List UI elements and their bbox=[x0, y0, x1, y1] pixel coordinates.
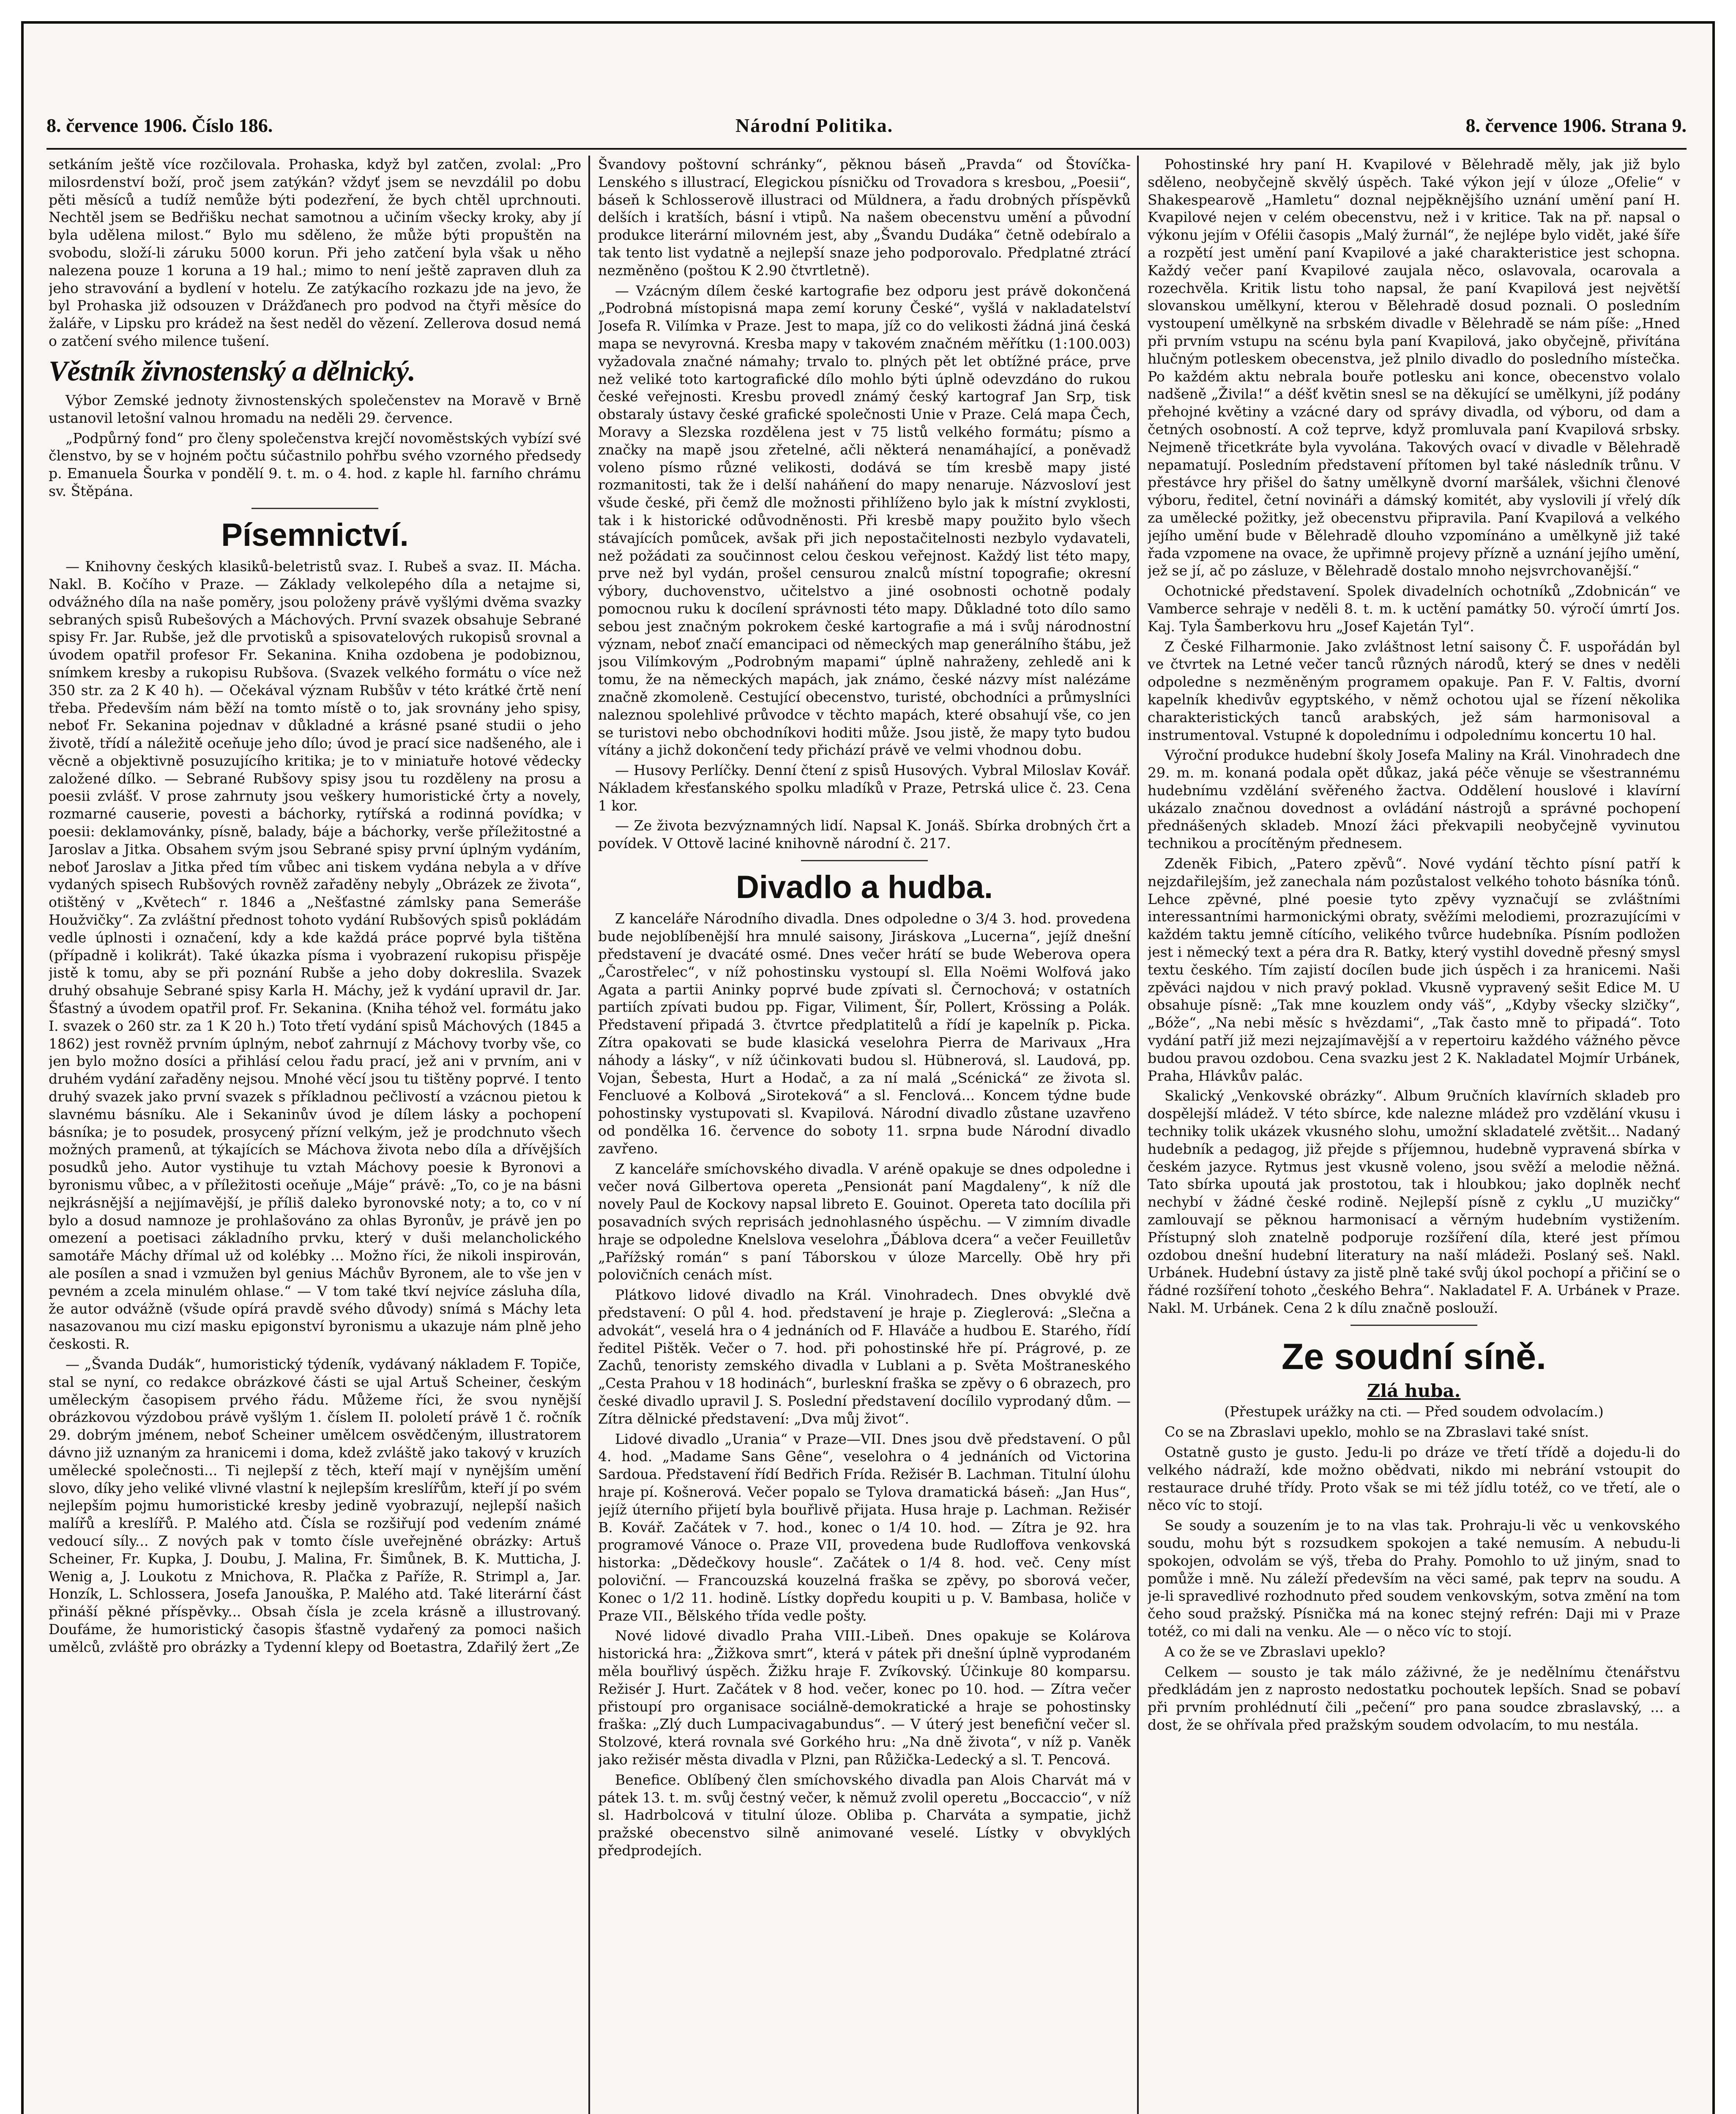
music-paragraph: Skalický „Venkovské obrázky“. Album 9ručních klavírních skladeb pro dospělejší mládež. V této sbírce, kde nalezne mládež pro vzdělání vkusu i techniky tolik ukázek vkusného slohu, umožní skladatelé zvětšit... Nadaný hudebník a pedagog, již přejde s příjemnou, hudebně vypravená sbírka v českém jazyce. Rytmus jest vkusně voleno, jsou svěží a melodie něžná. Tato sbírka upoutá jak prostotou, tak i hloubkou; jako doplněk nechť nechybí v žádné české rodině. Nejlepší písně z cyklu „U muzičky“ zamlouvají se pěknou harmonisací a věrným hudebním vystižením. Přístupný sloh znatelně podporuje rozšíření díla, které jest přímou ozdobou dnešní hudební literatury na naší mládeži. Poslaný seš. Nakl. Urbánek. Hudební ústavy za jistě plně také svůj úkol pochopí a přičiní se o řádné rozšíření tohoto „českého Behra“. Nakladatel F. A. Urbánek v Praze. Nakl. M. Urbánek. Cena 2 k dílu značně poslouží. bbox=[1148, 1087, 1680, 1316]
theatre-paragraph: Plátkovo lidové divadlo na Král. Vinohradech. Dnes obvyklé dvě představení: O půl 4. hod. představení je hraje p. Zieglerová: „Slečna a advokát“, veselá hra o 4 jednáních od F. Hlaváče a hudbou E. Starého, řídí ředitel Pištěk. Večer o 7. hod. při pohostinské hře pí. Prágrové, p. ze Zachů, tenoristy zemského divadla v Lublani a p. Světa Moštraneského „Cesta Prahou v 18 hodinách“, burleskní fraška se zpěvy o 6 obrazech, pro české divadlo upravil J. S. Poslední představení docílilo vyprodaný dům. — Zítra dělnické představení: „Dva můj život“. bbox=[598, 1287, 1131, 1427]
column-1 bbox=[49, 156, 581, 2114]
theatre-paragraph: Nové lidové divadlo Praha VIII.-Libeň. Dnes opakuje se Kolárova historická hra: „Žižkova smrt“, která v pátek při dnešní úplně vyprodaném měla bouřlivý úspěch. Žižku hraje F. Zvíkovský. Účinkuje 80 komparsu. Režisér J. Hurt. Začátek v 8 hod. večer, konec po 10. hod. — Zítra večer přistoupí pro organisace sociálně-demokratické a hraje se pohostinsky fraška: „Zlý duch Lumpacivagabundus“. — V úterý jest benefiční večer sl. Stolzové, která rovnala své Gorkého hru: „Na dně života“, v níž p. Vaněk jako režisér města divadla v Plzni, pan Růžička-Ledecký a sl. T. Pencová. bbox=[598, 1627, 1131, 1768]
section-divider bbox=[252, 508, 378, 509]
article-title-zla-huba: Zlá huba. bbox=[1367, 1380, 1461, 1401]
column-rule bbox=[1137, 156, 1139, 2114]
music-paragraph: Z České Filharmonie. Jako zvláštnost letní saisony Č. F. uspořádán byl ve čtvrtek na Letné večer tanců různých národů, který se dnes v neděli odpoledne s nezměněným programem opakuje. Pan F. V. Faltis, dvorní kapelník khedivův egyptského, v němž ochotou ujal se řízení několika charakteristických tanců arabských, jež sám harmonisoval a instrumentoval. Vstupné k dopolednímu i odpolednímu koncertu 10 hal. bbox=[1148, 638, 1680, 743]
article-lead: (Přestupek urážky na cti. — Před soudem odvolacím.) bbox=[1224, 1403, 1604, 1420]
music-paragraph: Pohostinské hry paní H. Kvapilové v Bělehradě měly, jak již bylo sděleno, neobyčejně skvělý úspěch. Také výkon její v úloze „Ofelie“ v Shakespearově „Hamletu“ doznal nejpěknějšího uznání umění paní H. Kvapilové nejen v celém obecenstvu, než i v kritice. Tak na př. napsal o výkonu jejím v Ofélii časopis „Malý žurnál“, že nejlépe bylo vidět, jaké šíře a rozpětí jest umění paní Kvapilové a jaké charakteristice jest schopna. Každý večer paní Kvapilové zaujala něco, oslavovala, ocarovala a rozechvěla. Kritik listu toho napsal, že paní Kvapilová jest největší slovanskou umělkyní, kterou v Bělehradě dosud poznali. O posledním vystoupení umělkyně na srbském divadle v Bělehradě se nám píše: „Hned při prvním vstupu na scénu byla paní Kvapilová, jako obyčejně, přivítána hlučným potleskem obecenstva, jež plnilo divadlo do posledního místečka. Po každém aktu nebrala bouře potlesku ani konce, obecenstvo volalo nadšeně „Živila!“ a déšť květin snesl se na děkující se umělkyni, jíž podány přehojné květiny a vzácné dary od správy divadla, od výboru, od dam a četných osobností. A což teprve, když promluvala paní Kvapilová srbsky. Nejmeně třicetkráte byla vyvolána. Takových ovací v divadle v Bělehradě nepamatují. Posledním představení přítomen byl také následník trůnu. V přestávce hry přišel do šatny umělkyně dvorní maršálek, všichni členové výboru, ředitel, četní novináři a dámský komitét, aby vyslovili jí vřelý dík za umělecké požitky, jež obecenstvu připravila. Paní Kvapilová a velkého jejího umění bude v Bělehradě dlouho vzpomínáno a umělkyně již také řada vzpomene na ovace, že upřimně projevy přízně a uznání jejího umění, jež se jí, ač po zásluze, v Bělehradě dostalo mnoho nejsvrchovanější.“ bbox=[1148, 156, 1680, 579]
header-rule bbox=[46, 148, 1687, 150]
notice-paragraph: Výbor Zemské jednoty živnostenských společenstev na Moravě v Brně ustanovil letošní valnou hromadu na neděli 29. července. bbox=[49, 392, 581, 426]
theatre-paragraph: Z kanceláře smíchovského divadla. V aréně opakuje se dnes odpoledne i večer nová Gilbertova opereta „Pensionát paní Magdaleny“, k níž dle novely Paul de Kockovy napsal libreto E. Gouinot. Opereta tato docílila při posavadních svých reprisách jednohlasného úspěchu. — V zimním divadle hraje se odpoledne Knelslova veselohra „Ďáblova dcera“ a večer Feuilletův „Pařížský román“ s paní Táborskou v úloze Marcelly. Obě hry při polovičních cenách míst. bbox=[598, 1160, 1131, 1283]
column-3 bbox=[1148, 156, 1680, 2114]
theatre-paragraph: Z kanceláře Národního divadla. Dnes odpoledne o 3/4 3. hod. provedena bude nejoblíbenější hra mnulé saisony, Jiráskova „Lucerna“, jejíž dnešní představení je dvacáté osmé. Dnes večer hrátí se bude Weberova opera „Čarostřelec“, v níž pohostinsku vystoupí sl. Ella Noëmi Wolfová jako Agata a partii Aninky poprvé bude zpívati sl. Černochová; v ostatních partiích zpívati budou pp. Figar, Viliment, Šír, Pollert, Krössing a Polák. Představení připadá 3. čtvrtce předplatitelů a řídí je kapelník p. Picka. Zítra opakovati se bude klasická veselohra Pierra de Marivaux „Hra náhody a lásky“, v níž účinkovati budou sl. Hübnerová, sl. Laudová, pp. Vojan, Šebesta, Hurt a Hodač, a za ní malá „Scénická“ ze života sl. Fencluové a Kolbová „Siroteková“ a sl. Fenclová... Koncem týdne bude pohostinsky vystupovati sl. Kvapilová. Národní divadlo zůstane uzavřeno od pondělka 16. července do soboty 11. srpna bude Národní divadlo zavřeno. bbox=[598, 910, 1131, 1157]
section-heading-soud: Ze soudní síně. bbox=[1282, 1336, 1546, 1377]
review-paragraph: — Knihovny českých klasiků-beletristů svaz. I. Rubeš a svaz. II. Mácha. Nakl. B. Kočího v Praze. — Základy velkolepého díla a netajme si, odvážného díla na naše poměry, jsou položeny právě vyšlými dvěma svazky sebraných spisů Rubešových a Máchových. První svazek obsahuje Sebrané spisy Fr. Jar. Rubše, jež dle prvotisků a spisovatelových rukopisů srovnal a úvodem opatřil profesor Fr. Sekanina. Kniha ozdobena je podobiznou, snímkem kresby a rukopisu Rubšova. (Svazek velkého formátu o více než 350 str. za 2 K 40 h). — Očekával význam Rubšův v této krátké črtě není třeba. Především nám běží na tomto místě o to, jak srovnány jeho spisy, neboť Fr. Sekanina pojednav v důkladné a krásné psané studii o jeho životě, třídí a náležitě oceňuje jeho dílo; úvod je prací sice nadšeného, ale i věcně a objektivně posuzujícího kritika; je to v miniatuře hotové vědecky založené dílko. — Sebrané Rubšovy spisy jsou tu rozděleny na prosu a poesii zvlášť. V prose zahrnuty jsou veškery humoristické črty a novely, rozmarné causerie, povesti a báchorky, rytířská a rodinná povídka; v poesii: deklamovánky, písně, balady, báje a báchorky, verše příležitostné a Jaroslav a Jitka. Obsahem svým jsou Sebrané spisy první úplným vydáním, neboť Jaroslav a Jitka před tím vůbec ani tiskem vydána nebyla a v dříve vydaných spisech Rubšových rovněž zařaděny nebyly „Obrázek ze života“, otištěný v „Květech“ r. 1846 a „Nešťastné zámlsky pana Semeráše Houžvičky“. Za zvláštní přednost tohoto vydání Rubšových spisů pokládám vedle úplnosti i označení, kdy a kde každá práce poprvé byla tištěna (případně i kolikrát). Také úkazka písma i vyobrazení rukopisu přispěje jistě k tomu, aby se při poznání Rubše a jeho doby dokreslila. Svazek druhý obsahuje Sebrané spisy Karla H. Máchy, jež k vydání upravil dr. Jar. Šťastný a úvodem opatřil prof. Fr. Sekanina. (Kniha téhož vel. formátu jako I. svazek o 260 str. za 1 K 20 h.) Toto třetí vydání spisů Máchových (1845 a 1862) jest rovněž prvním úplným, neboť zahrnují z Máchovy tvorby vše, co jen bylo možno dosíci a přihlásí celou řadu prací, jež ani v prvním, ani v druhém vydání zařaděny nejsou. Mnohé věcí jsou tu tištěny poprvé. I tento druhý svazek jako první svazek s příkladnou pečlivostí a vzácnou pietou k slavnému básníku. Ale i Sekaninův úvod je dílem lásky a pochopení básníka; je to posudek, prosycený přízní velkým, jež je prodchnuto všech možných pramenů, at týkajících se Máchova života nebo díla a dřívějších posudků jeho. Autor vystihuje tu vztah Máchovy poesie k Byronovi a byronismu vůbec, a v příležitosti oceňuje „Máje“ právě: „To, co je na básni nejkrásnější a nejjímavější, je příliš daleko byronovské noty; a to, co v ní bylo a dosud namnoze je prohlašováno za ohlas Byronův, je právě jen po omezení a poetisaci základního prvku, který v duši melancholického samotáře Máchy dřímal už od kolébky ... Možno říci, že nikoli inspirován, ale posílen a snad i vzmužen byl genius Máchův Byronem, ale to vše jen v pevném a zcela minulém ohlase.“ — V tom také tkví nejvíce zásluha díla, že autor odvážně (všude opírá pravdě svého důvody) snímá s Máchy leta nasazovanou mu cizí masku epigonství byronismu a ukazuje nám plně jeho českosti. R. bbox=[49, 558, 581, 1353]
section-heading-vestnik: Věstník živnostenský a dělnický. bbox=[49, 354, 416, 387]
column-rule bbox=[588, 156, 590, 2114]
court-paragraph: Celkem — sousto je tak málo záživné, že je nedělnímu čtenářstvu předkládám jen z naprosto nedostatku pochoutek lepších. Snad se pobaví při prvním prohlédnutí čili „pečení“ pro pana soudce zbraslavský, ... a dost, že se ohřívala před pražským soudem odvolacím, to mu nestála. bbox=[1148, 1663, 1680, 1733]
page-header bbox=[46, 114, 1687, 148]
music-paragraph: Výroční produkce hudební školy Josefa Maliny na Král. Vinohradech dne 29. m. m. konaná podala opět důkaz, jaká péče věnuje se všestrannému hudebnímu vzdělání svěřeného žactva. Oddělení houslové i klavírní ukázalo značnou dovednost a ovládání nástrojů a správné pochopení přednášených skladeb. Mnozí žáci překvapili neobyčejně vyvinutou technikou a procítěným přednesem. bbox=[1148, 747, 1680, 852]
theatre-paragraph: Benefice. Oblíbený člen smíchovského divadla pan Alois Charvát má v pátek 13. t. m. svůj čestný večer, k němuž zvolil operetu „Boccaccio“, v níž sl. Hadrbolcová v titulní úloze. Obliba p. Charváta a sympatie, jichž pražské obecenstvo silně animované veselé. Lístky v obvyklých předprodejích. bbox=[598, 1771, 1131, 1859]
newspaper-title: Národní Politika. bbox=[735, 115, 894, 136]
section-heading-pisemnictvi: Písemnictví. bbox=[221, 517, 409, 553]
court-paragraph: Se soudy a souzením je to na vlas tak. Prohraju-li věc u venkovského soudu, mohu být s rozsudkem spokojen a také nemusím. A nebudu-li spokojen, odvolám se výš, třeba do Prahy. Pomohlo to už jiným, snad to pomůže i mně. Nu záleží především na věci samé, pak teprv na soudu. A je-li spravedlivé rozhodnuto před soudem venkovským, sotva změní na tom čeho soud pražský. Písnička má na konec stejný refrén: Daji mi v Praze totéž, co mi dali na venku. Ale — o něco víc to stojí. bbox=[1148, 1517, 1680, 1640]
music-paragraph: Ochotnické představení. Spolek divadelních ochotníků „Zdobnicán“ ve Vamberce sehraje v neděli 8. t. m. k uctění památky 50. výročí úmrtí Jos. Kaj. Tyla Šamberkovu hru „Josef Kajetán Tyl“. bbox=[1148, 583, 1680, 635]
court-paragraph: Ostatně gusto je gusto. Jedu-li po dráze ve třetí třídě a dojedu-li do velkého nádraží, kde možno obědvati, nikdo mi nebrání vstoupit do restaurace druhé třídy. Proto však se mi též jídlu totéž, co ve třetí, ale o něco víc to stojí. bbox=[1148, 1444, 1680, 1514]
court-paragraph: Co se na Zbraslavi upeklo, mohlo se na Zbraslavi také sníst. bbox=[1165, 1424, 1589, 1440]
music-paragraph: Zdeněk Fibich, „Patero zpěvů“. Nové vydání těchto písní patří k nejzdařilejším, jež zanechala nám pozůstalost velkého tohoto básníka tónů. Lehce zpěvné, plné poesie tyto zpěvy vyznačují se zvláštními interessantními harmonickými obraty, svěžími melodiemi, prozrazujícími v každém taktu jemně cítícího, velikého tvůrce hudebníka. Písním podložen jest i německý text a péra dra R. Batky, který vystihl dovedně přesný smysl textu českého. Tím zajistí docílen bude jich úspěch i za hranicemi. Naši zpěváci najdou v nich pravý poklad. Vkusně vypravený sešit Edice M. U obsahuje písně: „Tak mne kouzlem ondy váš“, „Kdyby všecky slzičky“, „Bóže“, „Na nebi měsíc s hvězdami“, „Tak často mně to připadá“. Toto vydání patří již mezi nejzajímavější a v repertoiru každého vážného pěvce budou pravou ozdobou. Cena svazku jest 2 K. Nakladatel Mojmír Urbánek, Praha, Hlávkův palác. bbox=[1148, 855, 1680, 1084]
review-paragraph: — Vzácným dílem české kartografie bez odporu jest právě dokončená „Podrobná místopisná mapa zemí koruny České“, vyšlá v nakladatelství Josefa R. Vilímka v Praze. Jest to mapa, jíž co do velikosti žádná jiná česká mapa se nevyrovná. Kresba mapy v takovém značném měřítku (1:100.003) vyžadovala značné námahy; trvalo to. plných pět let obtížné práce, prve než veliké toto kartografické dílo mohlo býti úplně odevzdáno do rukou české veřejnosti. Kresbu provedl známý český kartograf Jan Srp, tisk obstaraly ústavy české grafické společnosti Unie v Praze. Celá mapa Čech, Moravy a Slezska rozdělena jest v 75 listů velkého formátu; písmo a značky na mapě jsou zřetelné, ačli některá nenamáhající, a poněvadž voleno písmo různé velikosti, dodává se tím kresbě mapy jisté rozmanitosti, tak že i delší naháňení do mapy nenaruje. Názvosloví jest všude české, při čemž dle možnosti přihlíženo bylo jak k místní zvyklosti, tak i k historické odůvodněnosti. Při kresbě mapy použito bylo všech stávajících pomůcek, avšak při jich nepostačitelnosti nezbylo vydavateli, než požádati za součinnost celou českou veřejnost. Každý list této mapy, prve než byl vydán, prošel censurou znalců místní topografie; okresní výbory, duchovenstvo, učitelstvo a jiné osobnosti ochotně podaly pomocnou ruku k docílení správnosti této mapy. Důkladné toto dílo samo sebou jest značným pokrokem české kartografie a má i svůj národnostní význam, neboť značí emancipaci od německých map generálního štábu, jež jsou Vilímkovým „Podrobným mapami“ úplně nahraženy, zehledě ani k tomu, že na německých mapách, jak známo, české názvy míst nalézáme značně zkomoleně. Cestující obecenstvo, turisté, obchodníci a průmyslníci naleznou spolehlivé průvodce v těchto mapách, které obsahují vše, co jen se turistovi nebo obchodníkovi hoditi může. Jsou jistě, že mapy tyto budou vítány a jichž dokončení tedy přichází právě ve velmi vhodnou dobu. bbox=[598, 282, 1131, 759]
article-continuation: setkáním ještě více rozčilovala. Prohaska, když byl zatčen, zvolal: „Pro milosrdenství boží, proč jsem zatýkán? vždyť jsem se nevzdálil po dobu pěti měsíců a tudíž nemůže býti podezření, že bych chtěl uprchnouti. Nechtěl jsem se Bedřišku nechat samotnou a učiním všecky kroky, aby jí byla udělena milost.“ Bylo mu sděleno, že může býti propuštěn na svobodu, složí-li záruku 5000 korun. Při jeho zatčení byla však u něho nalezena pouze 1 koruna a 19 hal.; mimo to není ještě zapraven dluh za jeho stravování a bydlení v hotelu. Ze zatýkacího rozkazu jde na jevo, že byl Prohaska již odsouzen v Drážďanech pro podvod na čtyři měsíce do žaláře, v Lipsku pro krádež na šest neděl do vězení. Zellerova dosud nemá o zatčení svého milence tušení. bbox=[49, 156, 581, 349]
header-date-issue: 8. července 1906. Číslo 186. bbox=[46, 115, 273, 136]
notice-paragraph: „Podpůrný fond“ pro členy společenstva krejčí novoměstských vybízí své členstvo, by se v hojném počtu súčastnilo pohřbu svého vzorného předsedy p. Emanuela Šourka v pondělí 9. t. m. o 4. hod. z kaple hl. farního chrámu sv. Štěpána. bbox=[49, 430, 581, 499]
review-continuation: Švandovy poštovní schránky“, pěknou báseň „Pravda“ od Štovíčka-Lenského s illustrací, Elegickou písničku od Trovadora s kresbou, „Poesii“, báseň k Schlosserově illustraci od Müldnera, a řadu drobných příspěvků delších i kratších, básní i vtipů. Na našem obecenstvu umění a původní produkce literární milovném jest, aby „Švandu Dudáka“ četně odebíralo a tak tento list vydatně a nejlepší snaze jeho podporovalo. Předplatné ztrácí nezměněno (poštou K 2.90 čtvrtletně). bbox=[598, 156, 1131, 279]
section-divider bbox=[1351, 1325, 1477, 1326]
court-paragraph: A co že se ve Zbraslavi upeklo? bbox=[1165, 1643, 1386, 1660]
section-heading-divadlo: Divadlo a hudba. bbox=[735, 869, 993, 906]
column-2 bbox=[598, 156, 1131, 2114]
section-divider bbox=[801, 860, 928, 861]
review-paragraph: — „Švanda Dudák“, humoristický týdeník, vydávaný nákladem F. Topiče, stal se nyní, co redakce obrázkové části se ujal Artuš Scheiner, českým uměleckým časopisem prvého řádu. Můžeme říci, že svou nynější obrázkovou výzdobou právě vyšlým 1. číslem II. pololetí právě 1 č. ročník 29. dobrým jménem, neboť Scheiner umělcem osvědčeným, illustratorem dávno již uznaným za hranicemi i doma, kdež zvláště jako takový v kruzích umělecké společnosti... Ti nejlepší z těch, kteří mají v nynějším umění slovo, díky jeho veliké vlivné vlastní k nejlepším kreslířům, kteří jí po svém nejlepším pojmu humoristické kresby jedině vyobrazují, nejlepší našich malířů a kreslířů. P. Malého atd. Čísla se rozšiřují pod vedením známé vedoucí síly... Z nových pak v tomto čísle uveřejněné obrázky: Artuš Scheiner, Fr. Kupka, J. Doubu, J. Malina, Fr. Šimůnek, B. K. Mutticha, J. Wenig a, J. Loukotu z Mnichova, R. Plačka z Paříže, R. Strimpl a, Jar. Honzík, L. Schlossera, Josefa Janouška, P. Malého atd. Také literární část přináší pěkné příspěvky... Obsah čísla je zcela krásně a illustrovaný. Doufáme, že humoristický časopis šťastně vydařený za pomoci našich umělců, zvláště pro obrázky a Tydenní klepy od Boetastra, Zdařilý žert „Ze bbox=[49, 1355, 581, 1655]
theatre-paragraph: Lidové divadlo „Urania“ v Praze—VII. Dnes jsou dvě představení. O půl 4. hod. „Madame Sans Gêne“, veselohra o 4 jednáních od Victorina Sardoua. Představení řídí Bedřich Frída. Režisér B. Lachman. Titulní úlohu hraje pí. Košnerová. Večer popalo se Tylova dramatická báseň: „Jan Hus“, jejíž úterního přijetí byla bouřlivě přijata. Husa hraje p. Lachman. Režisér B. Kovář. Začátek v 7. hod., konec o 1/4 10. hod. — Zítra je 92. hra programové Vánoce o. Praze VII, provedena bude Rudloffova venkovská historka: „Dědečkovy housle“. Začátek o 1/4 8. hod. več. Ceny míst poloviční. — Francouzská kouzelná fraška se zpěvy, po sborová večer, Konec o 1/2 11. hodině. Lístky dopředu koupiti u p. V. Bambasa, holiče v Praze VII., Bělského třída vedle pošty. bbox=[598, 1430, 1131, 1624]
header-date-page: 8. července 1906. Strana 9. bbox=[1465, 115, 1687, 136]
review-paragraph: — Ze života bezvýznamných lidí. Napsal K. Jonáš. Sbírka drobných črt a povídek. V Ottově laciné knihovně národní č. 217. bbox=[598, 817, 1131, 852]
review-paragraph: — Husovy Perlíčky. Denní čtení z spisů Husových. Vybral Miloslav Kovář. Nákladem křesťanského spolku mladíků v Praze, Petrská ulice č. 23. Cena 1 kor. bbox=[598, 762, 1131, 814]
